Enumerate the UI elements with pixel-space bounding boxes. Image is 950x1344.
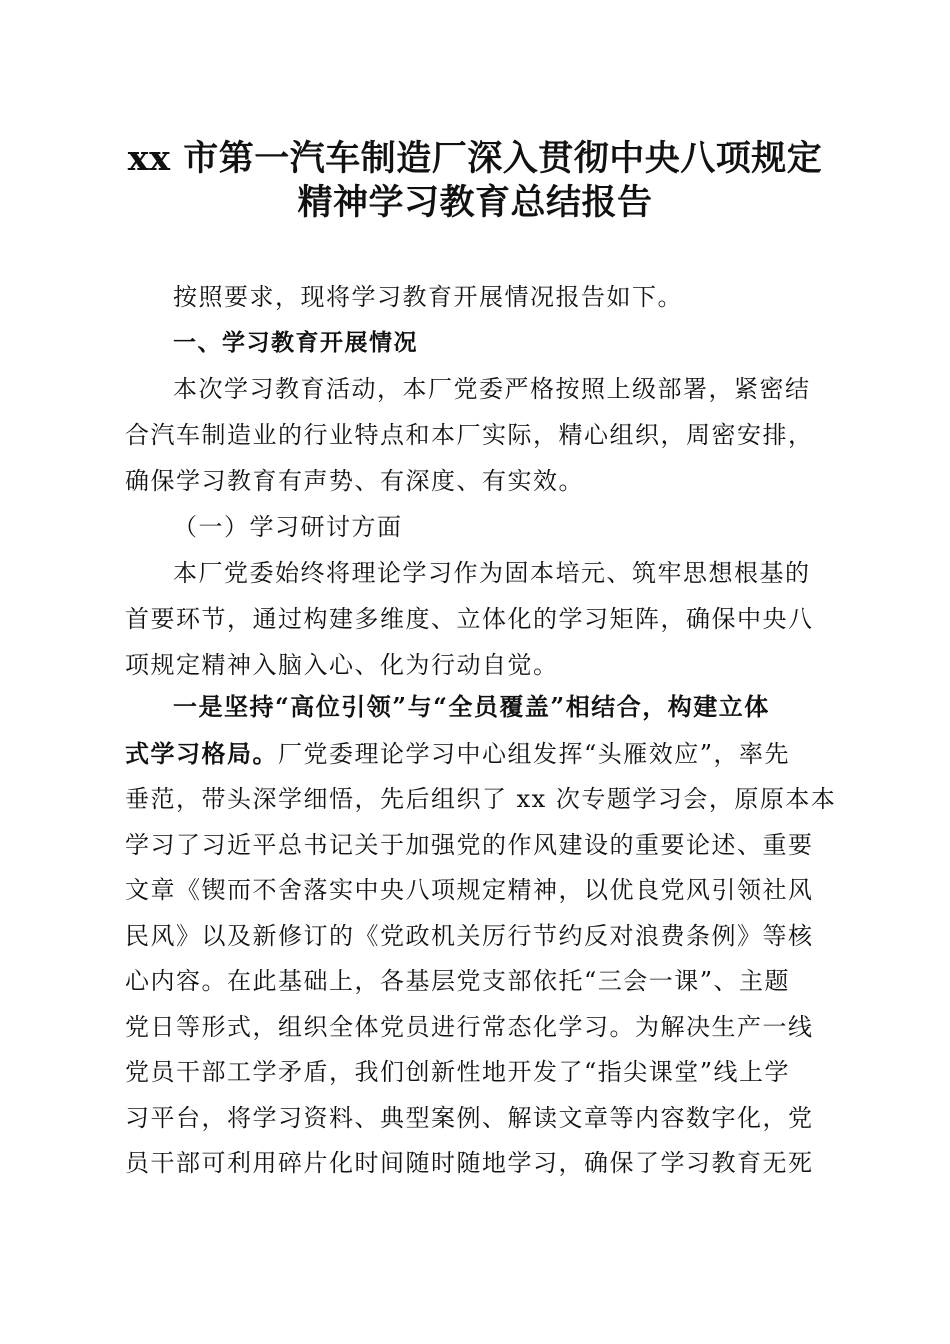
document-title-line-2: 精神学习教育总结报告 bbox=[297, 182, 653, 223]
paragraph-3-line: 心内容。在此基础上，各基层党支部依托“三会一课”、主题 bbox=[125, 967, 791, 995]
paragraph-3-bold-lead: 一是坚持“高位引领”与“全员覆盖”相结合，构建立体 bbox=[173, 692, 770, 721]
paragraph-2-line: 项规定精神入脑入心、化为行动自觉。 bbox=[125, 651, 559, 679]
paragraph-3-line: 民风》以及新修订的《党政机关厉行节约反对浪费条例》等核 bbox=[125, 921, 814, 950]
paragraph-2-line: 首要环节，通过构建多维度、立体化的学习矩阵，确保中央八 bbox=[125, 605, 814, 633]
paragraph-3-line: 党员干部工学矛盾，我们创新性地开发了“指尖课堂”线上学 bbox=[125, 1058, 791, 1086]
paragraph-1-line: 本次学习教育活动，本厂党委严格按照上级部署，紧密结 bbox=[173, 375, 811, 403]
paragraph-1 bbox=[125, 366, 825, 504]
subsection-heading-1 bbox=[125, 504, 825, 550]
paragraph-3-bold-lead-end: 式学习格局。 bbox=[125, 738, 278, 768]
subsection-heading-1-text: （一）学习研讨方面 bbox=[173, 513, 403, 541]
paragraph-3-line: 文章《锲而不舍落实中央八项规定精神，以优良党风引领社风 bbox=[125, 876, 814, 904]
section-heading-1-text: 一、学习教育开展情况 bbox=[173, 330, 418, 356]
paragraph-2 bbox=[125, 550, 825, 688]
section-heading-1 bbox=[125, 320, 825, 366]
paragraph-3-line: 党日等形式，组织全体党员进行常态化学习。为解决生产一线 bbox=[125, 1012, 814, 1041]
paragraph-3-line: 员干部可利用碎片化时间随时随地学习，确保了学习教育无死 bbox=[125, 1149, 814, 1177]
paragraph-3-line: 学习了习近平总书记关于加强党的作风建设的重要论述、重要 bbox=[125, 830, 814, 859]
intro-text: 按照要求，现将学习教育开展情况报告如下。 bbox=[173, 283, 683, 311]
paragraph-3-line: 厂党委理论学习中心组发挥“头雁效应”，率先 bbox=[278, 739, 791, 768]
paragraph-1-line: 合汽车制造业的行业特点和本厂实际，精心组织，周密安排， bbox=[125, 421, 814, 449]
paragraph-1-line: 确保学习教育有声势、有深度、有实效。 bbox=[125, 467, 584, 495]
paragraph-2-line: 本厂党委始终将理论学习作为固本培元、筑牢思想根基的 bbox=[173, 559, 811, 587]
paragraph-3-line: 垂范，带头深学细悟，先后组织了 xx 次专题学习会，原原本本 bbox=[125, 785, 837, 813]
document-title-line-1: xx 市第一汽车制造厂深入贯彻中央八项规定 bbox=[127, 138, 823, 179]
paragraph-3 bbox=[125, 684, 837, 1187]
paragraph-3-line: 习平台，将学习资料、典型案例、解读文章等内容数字化，党 bbox=[125, 1103, 814, 1132]
intro-paragraph bbox=[125, 274, 825, 320]
